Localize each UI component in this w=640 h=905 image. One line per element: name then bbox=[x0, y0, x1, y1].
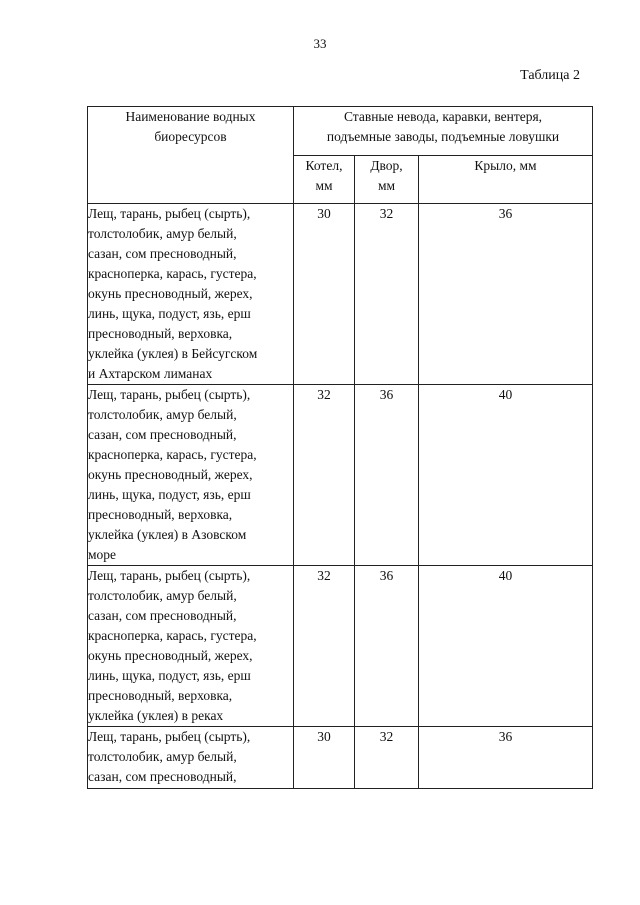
kotel-value: 30 bbox=[294, 204, 355, 385]
species-cell: Лещ, тарань, рыбец (сырть), толстолобик, амур белый, сазан, сом пресноводный, bbox=[88, 727, 294, 789]
krylo-value: 36 bbox=[419, 204, 593, 385]
header-krylo: Крыло, мм bbox=[419, 156, 593, 204]
dvor-value: 32 bbox=[355, 727, 419, 789]
page-number: 33 bbox=[313, 36, 327, 51]
species-cell: Лещ, тарань, рыбец (сырть), толстолобик, амур белый, сазан, сом пресноводный, красноперка, карась, густера, окунь пресноводный, жерех, линь, щука, подуст, язь, ерш пресноводный, верховка, уклейка (уклея) в Бейсугском и Ахтарском лиманах bbox=[88, 204, 294, 385]
header-dvor: Двор, мм bbox=[355, 156, 419, 204]
table-row bbox=[88, 385, 593, 566]
header-gear-group: Ставные невода, каравки, вентеря, подъемные заводы, подъемные ловушки bbox=[294, 107, 593, 156]
table-header-row bbox=[88, 107, 593, 156]
dvor-value: 36 bbox=[355, 566, 419, 727]
kotel-value: 30 bbox=[294, 727, 355, 789]
header-species-name: Наименование водных биоресурсов bbox=[88, 107, 294, 204]
kotel-value: 32 bbox=[294, 566, 355, 727]
dvor-value: 32 bbox=[355, 204, 419, 385]
krylo-value: 40 bbox=[419, 385, 593, 566]
table-row bbox=[88, 204, 593, 385]
kotel-value: 32 bbox=[294, 385, 355, 566]
krylo-value: 40 bbox=[419, 566, 593, 727]
table-label: Таблица 2 bbox=[520, 68, 580, 83]
species-cell: Лещ, тарань, рыбец (сырть), толстолобик, амур белый, сазан, сом пресноводный, красноперка, карась, густера, окунь пресноводный, жерех, линь, щука, подуст, язь, ерш пресноводный, верховка, уклейка (уклея) в Азовском море bbox=[88, 385, 294, 566]
krylo-value: 36 bbox=[419, 727, 593, 789]
table-row bbox=[88, 566, 593, 727]
dvor-value: 36 bbox=[355, 385, 419, 566]
regulation-table bbox=[87, 106, 593, 789]
species-cell: Лещ, тарань, рыбец (сырть), толстолобик, амур белый, сазан, сом пресноводный, красноперка, карась, густера, окунь пресноводный, жерех, линь, щука, подуст, язь, ерш пресноводный, верховка, уклейка (уклея) в реках bbox=[88, 566, 294, 727]
table-row bbox=[88, 727, 593, 789]
header-kotel: Котел, мм bbox=[294, 156, 355, 204]
